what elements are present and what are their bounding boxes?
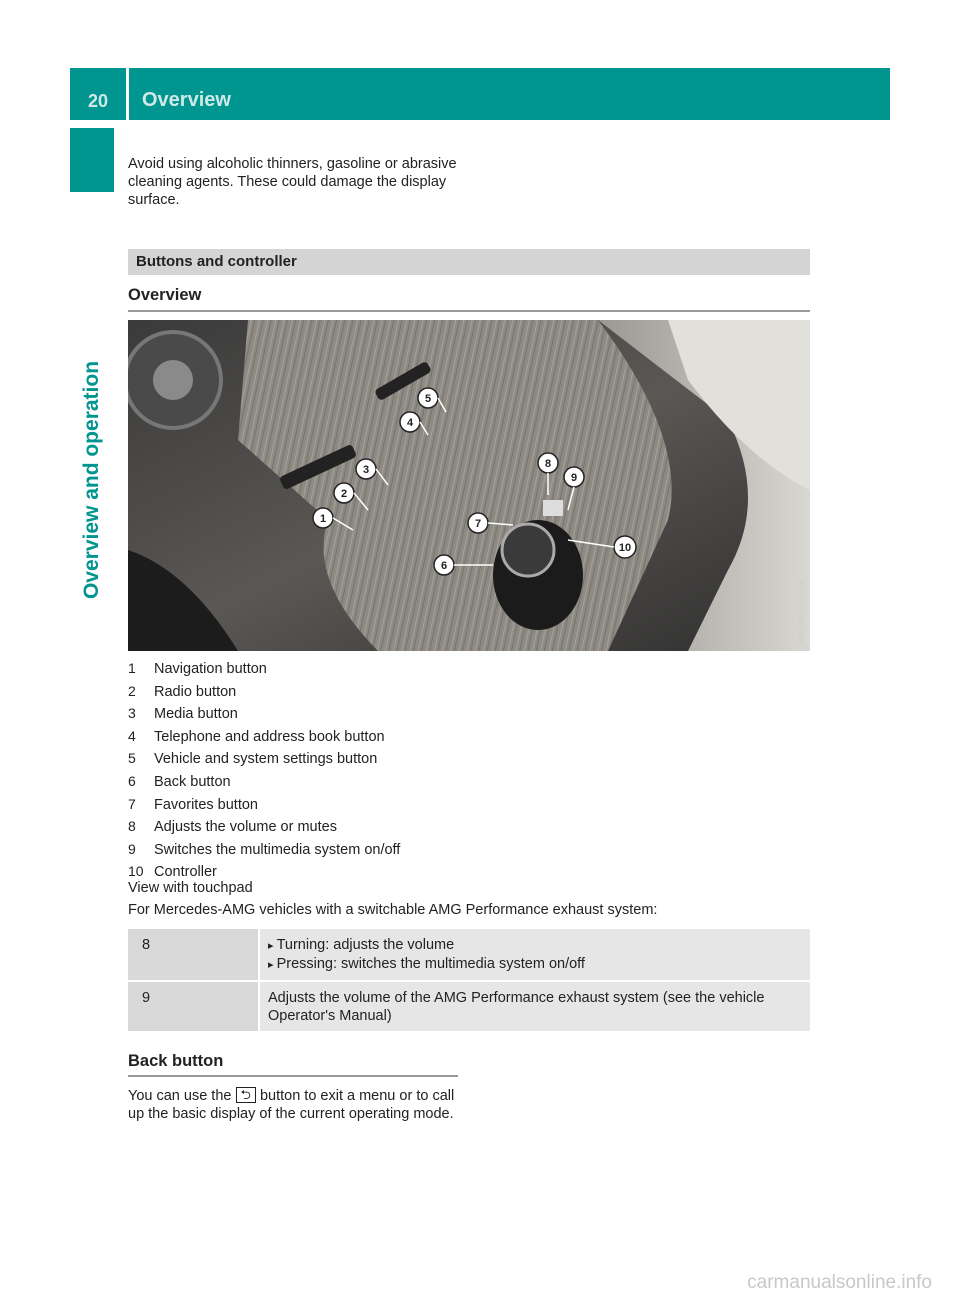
table-key: 8 (128, 929, 259, 981)
table-key: 9 (128, 981, 259, 1031)
table-value (259, 929, 810, 981)
legend-item: 1 Navigation button (128, 658, 400, 681)
callout-1: 1 (319, 513, 327, 525)
legend-number: 7 (128, 795, 136, 812)
callout-7: 7 (474, 518, 482, 530)
legend-item: 3 Media button (128, 703, 400, 726)
back-button-paragraph: You can use the ⮌ button to exit a menu or to call up the basic display of the current operating mode. (128, 1087, 455, 1122)
legend-number: 5 (128, 750, 136, 767)
legend-item: 2 Radio button (128, 681, 400, 704)
callout-2: 2 (340, 488, 348, 500)
legend-number: 1 (128, 660, 136, 676)
legend-item: 5 Vehicle and system settings button (128, 748, 400, 771)
bullet-item: ▸ Turning: adjusts the volume (268, 936, 802, 955)
legend-item: 9 Switches the multimedia system on/off (128, 839, 400, 862)
side-tab-marker (70, 128, 114, 192)
section-heading: Buttons and controller (136, 253, 297, 270)
legend-number: 10 (128, 863, 144, 880)
legend-item: 7 Favorites button (128, 794, 400, 817)
callout-8: 8 (544, 458, 552, 470)
legend-number: 3 (128, 705, 136, 722)
page-number: 20 (87, 91, 109, 111)
amg-controls-table (128, 929, 810, 1031)
legend-item: 4 Telephone and address book button (128, 726, 400, 749)
legend-number: 2 (128, 682, 136, 699)
back-arrow-icon: ⮌ (236, 1087, 256, 1103)
callout-4: 4 (406, 417, 414, 429)
subsection-rule (128, 310, 810, 312)
callout-10: 10 (618, 542, 632, 554)
back-button-heading: Back button (128, 1052, 224, 1070)
callout-6: 6 (440, 560, 448, 572)
amg-note: For Mercedes-AMG vehicles with a switchable AMG Performance exhaust system: (128, 902, 658, 918)
callout-9: 9 (570, 472, 578, 484)
bullet-item: ▸ Pressing: switches the multimedia system on/off (268, 955, 802, 974)
callout-5: 5 (424, 393, 432, 405)
photo-code: P82.89-2273-31 (796, 580, 806, 645)
subsection-heading: Overview (128, 286, 202, 304)
legend-item: 6 Back button (128, 771, 400, 794)
watermark: carmanualsonline.info (747, 1272, 932, 1293)
legend-item: 10 Controller (128, 861, 400, 884)
legend-number: 9 (128, 840, 136, 857)
header-divider (126, 68, 129, 120)
legend-number: 6 (128, 772, 136, 789)
legend-number: 4 (128, 727, 136, 744)
touchpad-note: View with touchpad (128, 880, 253, 896)
table-row (128, 981, 810, 1031)
table-row (128, 929, 810, 981)
legend-item: 8 Adjusts the volume or mutes (128, 816, 400, 839)
back-section-rule (128, 1075, 458, 1077)
page-title: Overview (142, 89, 231, 111)
center-console-photo (128, 320, 810, 651)
legend-number: 8 (128, 818, 136, 835)
callout-3: 3 (362, 464, 370, 476)
intro-paragraph: Avoid using alcoholic thinners, gasoline or abrasive cleaning agents. These could damage the display surface. (128, 156, 457, 208)
table-value: Adjusts the volume of the AMG Performance exhaust system (see the vehicle Operator's Manual) (259, 981, 810, 1031)
side-chapter-label: Overview and operation (80, 360, 103, 600)
legend-list (128, 658, 400, 884)
